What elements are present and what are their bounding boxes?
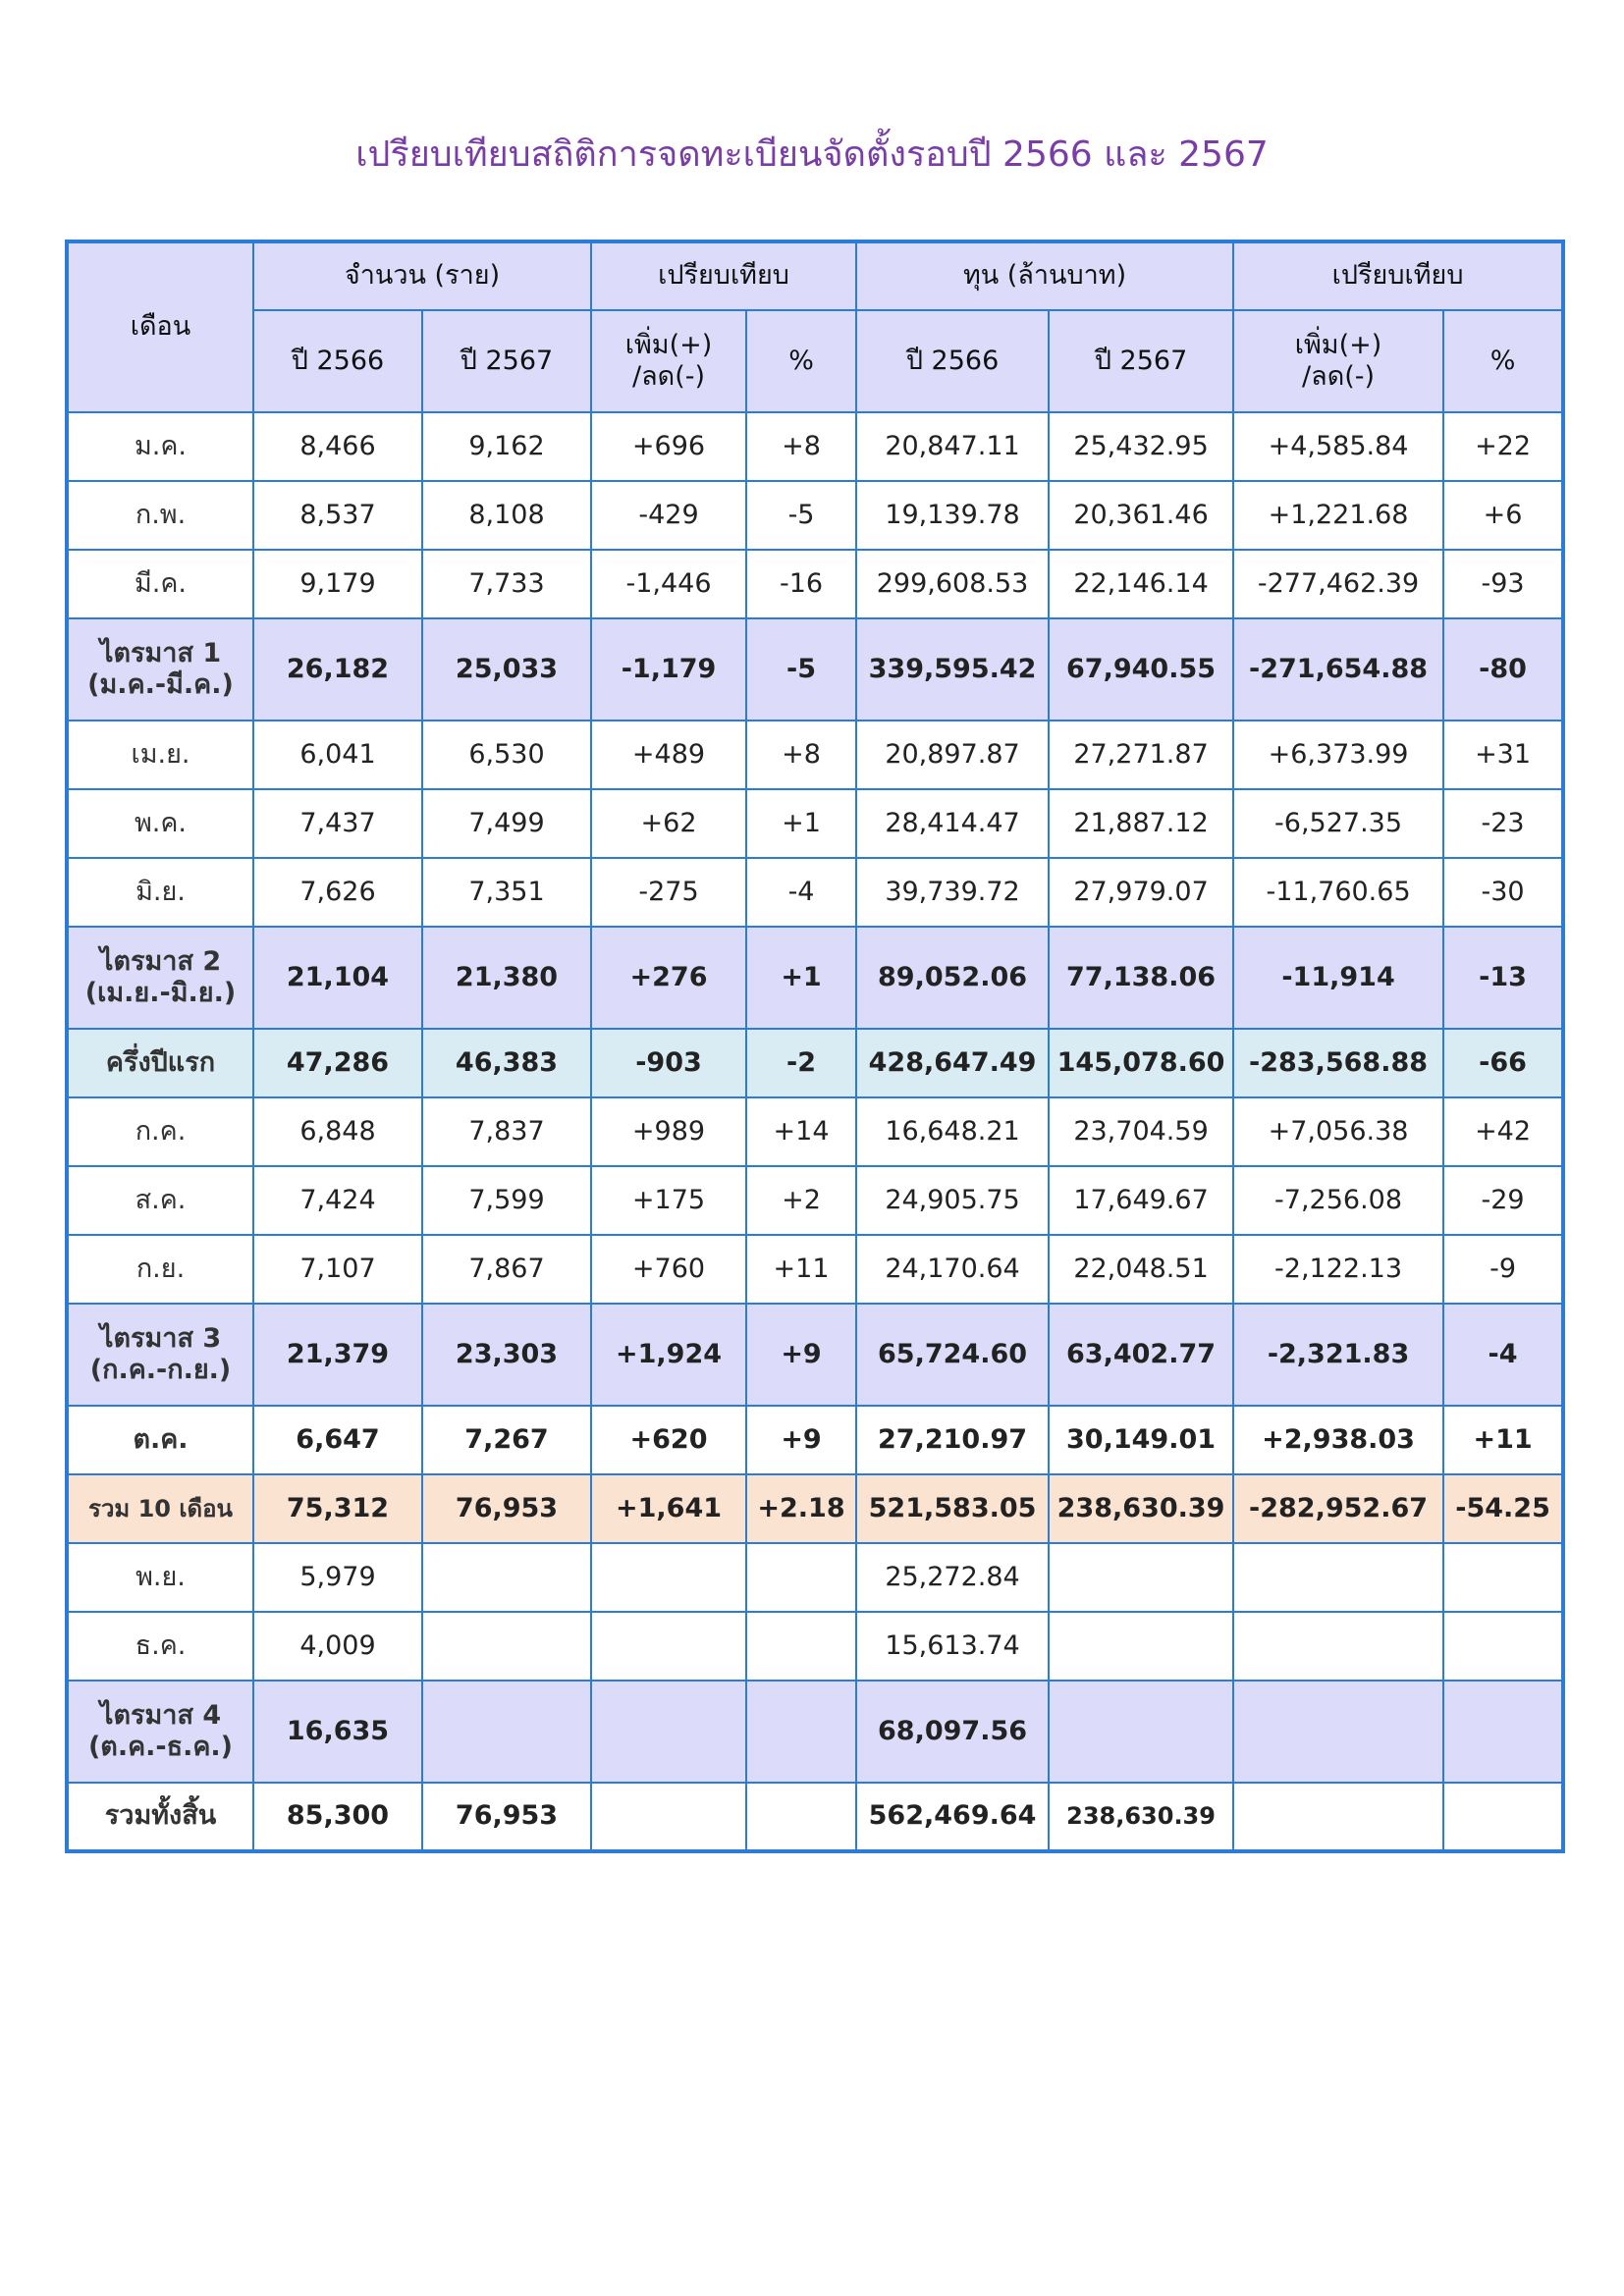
count-diff-cell: -903 [591,1029,746,1097]
table-row [67,858,1563,927]
capital-2566-cell: 428,647.49 [856,1029,1049,1097]
count-2567-cell [422,1543,591,1612]
header-count-2567: ปี 2567 [422,310,591,412]
capital-diff-cell [1233,1783,1443,1851]
count-pct-cell: +11 [746,1235,856,1304]
count-pct-cell [746,1612,856,1681]
capital-2567-cell: 17,649.67 [1049,1166,1233,1235]
capital-pct-cell: +31 [1443,721,1563,789]
count-pct-cell: +1 [746,789,856,858]
capital-diff-cell: +2,938.03 [1233,1406,1443,1474]
count-pct-cell: +1 [746,927,856,1029]
count-diff-cell: +620 [591,1406,746,1474]
table-row [67,618,1563,721]
count-pct-cell: -2 [746,1029,856,1097]
capital-pct-cell: -23 [1443,789,1563,858]
month-cell [67,1543,253,1612]
month-cell [67,1474,253,1543]
count-2566-cell: 8,466 [253,412,422,481]
count-pct-cell: +9 [746,1406,856,1474]
header-capital-group: ทุน (ล้านบาท) [856,241,1233,310]
capital-diff-cell: +4,585.84 [1233,412,1443,481]
capital-diff-cell: -7,256.08 [1233,1166,1443,1235]
count-2566-cell: 26,182 [253,618,422,721]
header-compare-group: เปรียบเทียบ [591,241,856,310]
capital-pct-cell: -80 [1443,618,1563,721]
count-2566-cell: 9,179 [253,550,422,618]
month-label: เม.ย. [131,738,190,770]
month-cell [67,1681,253,1783]
capital-2567-cell: 145,078.60 [1049,1029,1233,1097]
capital-pct-cell: +22 [1443,412,1563,481]
month-label: ต.ค. [133,1423,189,1455]
capital-2566-cell: 27,210.97 [856,1406,1049,1474]
capital-2567-cell: 30,149.01 [1049,1406,1233,1474]
month-cell [67,858,253,927]
count-2567-cell: 46,383 [422,1029,591,1097]
month-range-label: (ม.ค.-มี.ค.) [87,669,234,700]
count-diff-cell: +1,641 [591,1474,746,1543]
count-2567-cell [422,1612,591,1681]
count-diff-cell: +760 [591,1235,746,1304]
capital-diff-cell: +6,373.99 [1233,721,1443,789]
count-pct-cell: +2.18 [746,1474,856,1543]
count-2566-cell: 4,009 [253,1612,422,1681]
count-pct-cell [746,1543,856,1612]
count-pct-cell [746,1783,856,1851]
month-label: ไตรมาส 1 [99,637,222,668]
month-label: มี.ค. [134,567,188,599]
header-month: เดือน [67,241,253,412]
capital-2566-cell: 339,595.42 [856,618,1049,721]
month-cell [67,1235,253,1304]
month-label: มิ.ย. [135,876,186,907]
capital-diff-cell: -277,462.39 [1233,550,1443,618]
count-2566-cell: 47,286 [253,1029,422,1097]
month-label: พ.ย. [135,1561,186,1592]
capital-2567-cell: 63,402.77 [1049,1304,1233,1406]
count-2567-cell: 7,351 [422,858,591,927]
month-range-label: (ก.ค.-ก.ย.) [89,1355,232,1385]
capital-diff-cell: -2,122.13 [1233,1235,1443,1304]
month-cell [67,1406,253,1474]
month-cell [67,789,253,858]
capital-pct-cell [1443,1783,1563,1851]
count-diff-cell: +489 [591,721,746,789]
capital-2566-cell: 521,583.05 [856,1474,1049,1543]
count-2567-cell: 25,033 [422,618,591,721]
capital-2567-cell: 67,940.55 [1049,618,1233,721]
capital-pct-cell [1443,1543,1563,1612]
count-2566-cell: 7,437 [253,789,422,858]
capital-diff-cell [1233,1543,1443,1612]
header-capital-2566: ปี 2566 [856,310,1049,412]
count-diff-cell [591,1543,746,1612]
capital-pct-cell: -30 [1443,858,1563,927]
capital-2567-cell [1049,1612,1233,1681]
capital-pct-cell: -4 [1443,1304,1563,1406]
count-pct-cell: +8 [746,412,856,481]
count-2566-cell: 6,647 [253,1406,422,1474]
month-range-label: (ต.ค.-ธ.ค.) [87,1732,234,1762]
capital-pct-cell: -29 [1443,1166,1563,1235]
table-row [67,1783,1563,1851]
capital-2566-cell: 28,414.47 [856,789,1049,858]
header-capital-diff [1233,310,1443,412]
capital-2567-cell: 22,048.51 [1049,1235,1233,1304]
month-label: ม.ค. [134,430,188,461]
table-row [67,1406,1563,1474]
month-label: ไตรมาส 4 [99,1699,222,1731]
capital-pct-cell: -13 [1443,927,1563,1029]
count-diff-cell: -1,179 [591,618,746,721]
table-row [67,412,1563,481]
count-diff-cell: +62 [591,789,746,858]
capital-2566-cell: 24,905.75 [856,1166,1049,1235]
count-pct-cell: +9 [746,1304,856,1406]
capital-2566-cell: 89,052.06 [856,927,1049,1029]
table-row [67,481,1563,550]
capital-pct-cell: -9 [1443,1235,1563,1304]
header-inc-label: เพิ่ม(+) [624,329,713,360]
count-2567-cell: 76,953 [422,1783,591,1851]
count-2567-cell: 7,837 [422,1097,591,1166]
capital-2567-cell [1049,1543,1233,1612]
count-2566-cell: 6,848 [253,1097,422,1166]
capital-2566-cell: 299,608.53 [856,550,1049,618]
month-cell [67,1612,253,1681]
count-diff-cell [591,1612,746,1681]
month-label: ไตรมาส 2 [99,945,222,977]
capital-2567-cell: 238,630.39 [1049,1474,1233,1543]
month-range-label: (เม.ย.-มิ.ย.) [84,978,237,1008]
capital-pct-cell: -54.25 [1443,1474,1563,1543]
month-cell [67,618,253,721]
month-cell [67,1166,253,1235]
table-row [67,1097,1563,1166]
count-2567-cell: 7,599 [422,1166,591,1235]
capital-diff-cell: -11,760.65 [1233,858,1443,927]
count-diff-cell: -1,446 [591,550,746,618]
count-diff-cell: +276 [591,927,746,1029]
month-label: ก.ค. [135,1115,187,1147]
capital-2566-cell: 562,469.64 [856,1783,1049,1851]
header-count-diff [591,310,746,412]
count-diff-cell: +175 [591,1166,746,1235]
count-2566-cell: 6,041 [253,721,422,789]
capital-2567-cell: 77,138.06 [1049,927,1233,1029]
count-pct-cell: -16 [746,550,856,618]
count-diff-cell [591,1783,746,1851]
table-row [67,1543,1563,1612]
capital-2566-cell: 16,648.21 [856,1097,1049,1166]
month-cell [67,927,253,1029]
count-diff-cell: -429 [591,481,746,550]
month-cell [67,1029,253,1097]
month-cell [67,412,253,481]
table-row [67,1681,1563,1783]
capital-2566-cell: 39,739.72 [856,858,1049,927]
count-diff-cell: +989 [591,1097,746,1166]
capital-diff-cell: -282,952.67 [1233,1474,1443,1543]
header-capital-pct: % [1443,310,1563,412]
count-2566-cell: 5,979 [253,1543,422,1612]
capital-2566-cell: 65,724.60 [856,1304,1049,1406]
capital-diff-cell [1233,1681,1443,1783]
month-label: พ.ค. [134,807,188,838]
capital-pct-cell: +6 [1443,481,1563,550]
count-pct-cell: -5 [746,618,856,721]
month-label: ส.ค. [135,1184,187,1215]
count-2566-cell: 8,537 [253,481,422,550]
capital-2566-cell: 24,170.64 [856,1235,1049,1304]
count-pct-cell: -4 [746,858,856,927]
count-2566-cell: 7,626 [253,858,422,927]
table-row [67,1029,1563,1097]
capital-2567-cell: 25,432.95 [1049,412,1233,481]
capital-2567-cell: 27,979.07 [1049,858,1233,927]
count-2566-cell: 21,379 [253,1304,422,1406]
count-diff-cell: -275 [591,858,746,927]
capital-2566-cell: 68,097.56 [856,1681,1049,1783]
capital-pct-cell: +11 [1443,1406,1563,1474]
count-pct-cell: +2 [746,1166,856,1235]
capital-2567-cell: 22,146.14 [1049,550,1233,618]
capital-diff-cell: +1,221.68 [1233,481,1443,550]
table-row [67,1612,1563,1681]
header-dec-label-2: /ลด(-) [1302,361,1376,392]
table-row [67,1166,1563,1235]
capital-pct-cell [1443,1681,1563,1783]
count-2566-cell: 21,104 [253,927,422,1029]
header-count-2566: ปี 2566 [253,310,422,412]
capital-pct-cell [1443,1612,1563,1681]
capital-diff-cell [1233,1612,1443,1681]
capital-2567-cell: 238,630.39 [1049,1783,1233,1851]
count-2566-cell: 75,312 [253,1474,422,1543]
header-count-group: จำนวน (ราย) [253,241,591,310]
month-label: ธ.ค. [135,1629,187,1661]
table-row [67,789,1563,858]
count-pct-cell [746,1681,856,1783]
capital-pct-cell: -93 [1443,550,1563,618]
header-count-pct: % [746,310,856,412]
month-label: ครึ่งปีแรก [105,1046,216,1078]
month-cell [67,481,253,550]
table-row [67,1304,1563,1406]
header-capital-2567: ปี 2567 [1049,310,1233,412]
count-2567-cell: 23,303 [422,1304,591,1406]
capital-diff-cell: -2,321.83 [1233,1304,1443,1406]
registration-stats-table [65,240,1565,1853]
table-row [67,721,1563,789]
count-2567-cell: 6,530 [422,721,591,789]
table-row [67,1235,1563,1304]
month-cell [67,1097,253,1166]
count-2567-cell: 21,380 [422,927,591,1029]
capital-2566-cell: 25,272.84 [856,1543,1049,1612]
count-diff-cell: +1,924 [591,1304,746,1406]
count-2567-cell: 7,733 [422,550,591,618]
month-cell [67,550,253,618]
count-pct-cell: +8 [746,721,856,789]
count-2566-cell: 7,107 [253,1235,422,1304]
count-2567-cell: 7,267 [422,1406,591,1474]
count-2567-cell [422,1681,591,1783]
count-2567-cell: 76,953 [422,1474,591,1543]
capital-2567-cell: 27,271.87 [1049,721,1233,789]
capital-diff-cell: -6,527.35 [1233,789,1443,858]
capital-2567-cell: 21,887.12 [1049,789,1233,858]
month-label: รวมทั้งสิ้น [104,1800,217,1832]
table-row [67,1474,1563,1543]
count-pct-cell: -5 [746,481,856,550]
count-diff-cell [591,1681,746,1783]
month-label: ก.ย. [135,1253,186,1284]
count-2566-cell: 16,635 [253,1681,422,1783]
count-2567-cell: 8,108 [422,481,591,550]
count-pct-cell: +14 [746,1097,856,1166]
count-2567-cell: 7,867 [422,1235,591,1304]
count-2566-cell: 85,300 [253,1783,422,1851]
capital-diff-cell: -271,654.88 [1233,618,1443,721]
capital-2566-cell: 20,847.11 [856,412,1049,481]
header-dec-label: /ลด(-) [632,361,706,392]
month-label: ไตรมาส 3 [99,1322,222,1354]
capital-2567-cell: 23,704.59 [1049,1097,1233,1166]
capital-diff-cell: -283,568.88 [1233,1029,1443,1097]
count-2566-cell: 7,424 [253,1166,422,1235]
month-cell [67,721,253,789]
count-2567-cell: 9,162 [422,412,591,481]
header-compare-group-2: เปรียบเทียบ [1233,241,1563,310]
capital-2567-cell: 20,361.46 [1049,481,1233,550]
capital-diff-cell: -11,914 [1233,927,1443,1029]
page-title: เปรียบเทียบสถิติการจดทะเบียนจัดตั้งรอบปี 2566 และ 2567 [355,134,1269,175]
month-cell [67,1783,253,1851]
month-cell [67,1304,253,1406]
month-label: ก.พ. [135,499,187,530]
count-2567-cell: 7,499 [422,789,591,858]
header-inc-label-2: เพิ่ม(+) [1294,329,1382,360]
table-row [67,550,1563,618]
table-row [67,927,1563,1029]
capital-pct-cell: +42 [1443,1097,1563,1166]
capital-2567-cell [1049,1681,1233,1783]
capital-2566-cell: 20,897.87 [856,721,1049,789]
capital-pct-cell: -66 [1443,1029,1563,1097]
count-diff-cell: +696 [591,412,746,481]
capital-2566-cell: 15,613.74 [856,1612,1049,1681]
capital-diff-cell: +7,056.38 [1233,1097,1443,1166]
month-label: รวม 10 เดือน [88,1494,233,1522]
capital-2566-cell: 19,139.78 [856,481,1049,550]
